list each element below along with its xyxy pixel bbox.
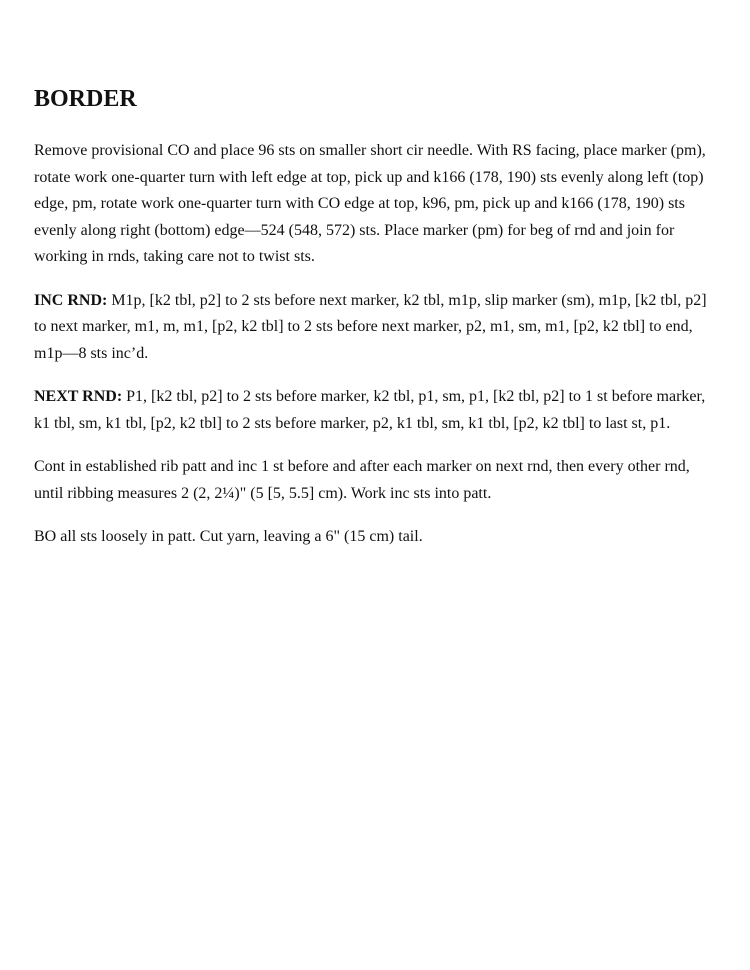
section-heading: BORDER [34, 86, 137, 112]
bind-off-paragraph: BO all sts loosely in patt. Cut yarn, leaving a 6" (15 cm) tail. [34, 528, 423, 545]
inc-rnd-paragraph [34, 288, 716, 368]
next-rnd-label: NEXT RND: [34, 388, 123, 405]
continue-paragraph: Cont in established rib patt and inc 1 st before and after each marker on next rnd, then every other rnd, until ribbing measures 2 (2, 2¼)" (5 [5, 5.5] cm). Work inc sts into patt. [34, 458, 690, 502]
inc-rnd-label: INC RND: [34, 291, 108, 309]
document-page [34, 84, 716, 568]
inc-rnd-text: M1p, [k2 tbl, p2] to 2 sts before next marker, k2 tbl, m1p, slip marker (sm), m1p, [k2 tbl, p2] to next marker, m1, m, m1, [p2, k2 tbl] to 2 sts before next marker, p2, m1, sm, m1, [p2, k2 tbl] to end, m1p—8 sts inc’d. [34, 291, 707, 362]
next-rnd-paragraph [34, 384, 716, 437]
next-rnd-text: P1, [k2 tbl, p2] to 2 sts before marker, k2 tbl, p1, sm, p1, [k2 tbl, p2] to 1 st before marker, k1 tbl, sm, k1 tbl, [p2, k2 tbl] to 2 sts before marker, p2, k1 tbl, sm, k1 tbl, [p2, k2 tbl] to last st, p1. [34, 388, 706, 432]
intro-paragraph: Remove provisional CO and place 96 sts on smaller short cir needle. With RS facing, place marker (pm), rotate work one-quarter turn with left edge at top, pick up and k166 (178, 190) sts evenly along left (top) edge, pm, rotate work one-quarter turn with CO edge at top, k96, pm, pick up and k166 (178, 190) sts evenly along right (bottom) edge—524 (548, 572) sts. Place marker (pm) for beg of rnd and join for working in rnds, taking care not to twist sts. [34, 142, 706, 265]
